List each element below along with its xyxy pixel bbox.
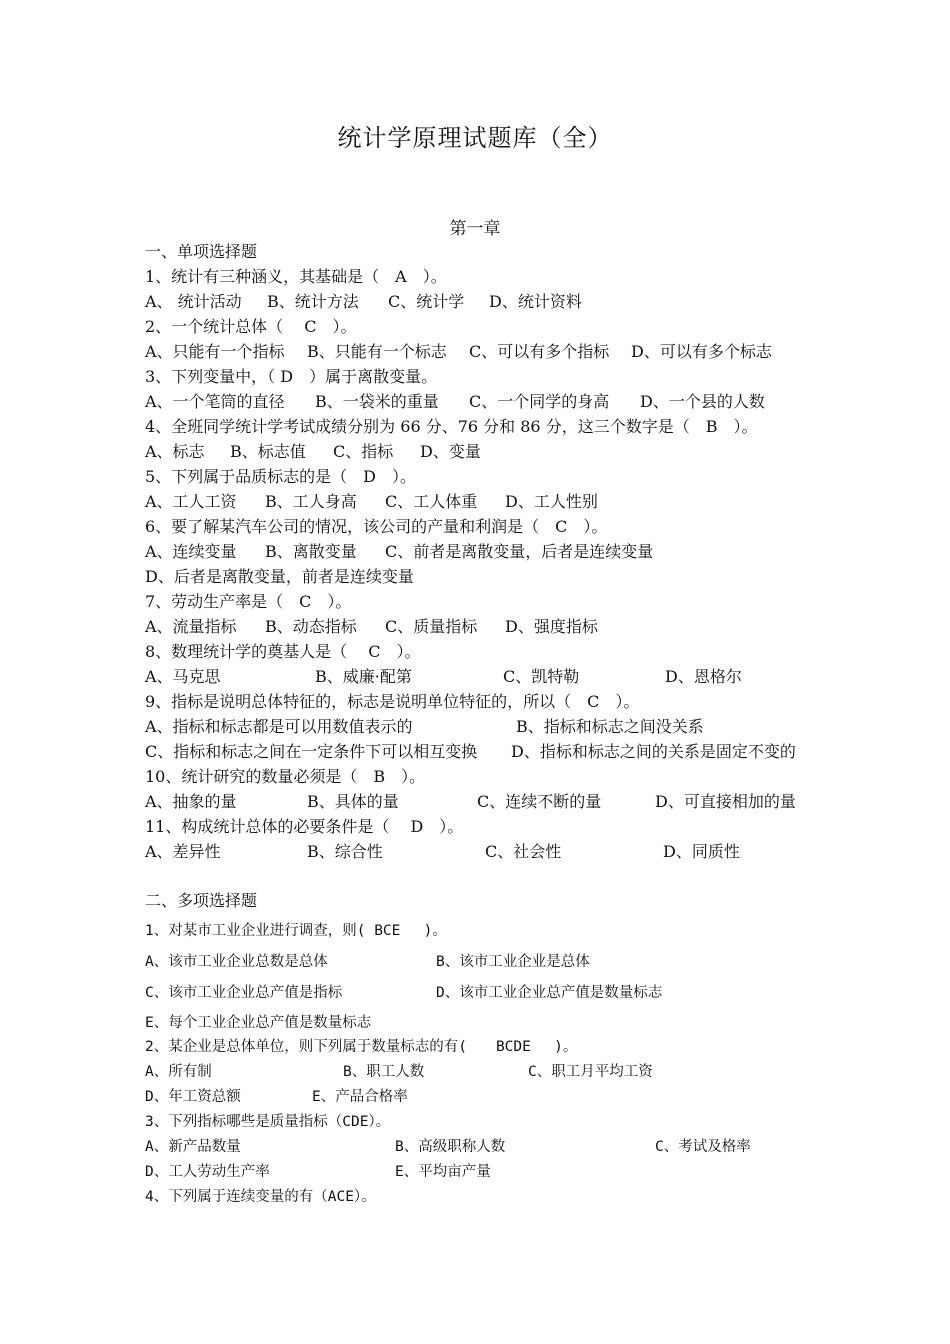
answer-options	[145, 790, 796, 814]
option: D、年工资总额	[145, 1089, 241, 1105]
answer-options	[145, 950, 590, 974]
option: A、马克思	[145, 667, 221, 686]
answer-options	[145, 290, 582, 314]
option: A、所有制	[145, 1064, 212, 1080]
option: C、一个同学的身高	[469, 392, 610, 411]
option: C、可以有多个指标	[469, 342, 610, 361]
option: B、该市工业企业是总体	[436, 954, 590, 970]
option: B、高级职称人数	[395, 1139, 506, 1155]
option: D、工人劳动生产率	[145, 1164, 270, 1180]
answer-option-d: D、后者是离散变量，前者是连续变量	[145, 567, 414, 586]
option: D、强度指标	[505, 617, 598, 636]
option: A、标志	[145, 442, 205, 461]
question-text: 3、下列指标哪些是质量指标（CDE）。	[145, 1114, 391, 1130]
question-text: 7、劳动生产率是（ C ）。	[145, 592, 352, 611]
question-text: 2、一个统计总体（ C ）。	[145, 317, 357, 336]
option: D、指标和标志之间的关系是固定不变的	[511, 742, 796, 761]
answer-options	[145, 715, 704, 739]
option: B、具体的量	[307, 792, 399, 811]
answer-options	[145, 981, 662, 1005]
option: D、工人性别	[505, 492, 598, 511]
answer-options	[145, 340, 772, 364]
option: D、同质性	[663, 842, 740, 861]
answer-options	[145, 1160, 491, 1184]
answer-options	[145, 740, 796, 764]
option: D、一个县的人数	[640, 392, 765, 411]
answer-options	[145, 840, 740, 864]
option: D、统计资料	[489, 292, 582, 311]
section-heading: 二、多项选择题	[145, 891, 258, 910]
option: A、只能有一个指标	[145, 342, 285, 361]
option: E、产品合格率	[312, 1089, 408, 1105]
option: D、该市工业企业总产值是数量标志	[436, 985, 663, 1001]
option: A、抽象的量	[145, 792, 237, 811]
answer-options	[145, 390, 765, 414]
answer-options	[145, 665, 742, 689]
answer-option-e: E、每个工业企业总产值是数量标志	[145, 1015, 372, 1031]
answer-options	[145, 1135, 751, 1159]
option: B、指标和标志之间没关系	[516, 717, 704, 736]
document-title: 统计学原理试题库（全）	[337, 124, 613, 152]
option: D、恩格尔	[665, 667, 742, 686]
option: C、指标	[333, 442, 394, 461]
option: A、差异性	[145, 842, 221, 861]
option: C、连续不断的量	[477, 792, 602, 811]
option: B、一袋米的重量	[315, 392, 439, 411]
question-text: 4、下列属于连续变量的有（ACE）。	[145, 1189, 376, 1205]
question-text: 2、某企业是总体单位，则下列属于数量标志的有( BCDE )。	[145, 1039, 578, 1055]
option: B、动态指标	[265, 617, 357, 636]
option: D、可直接相加的量	[655, 792, 796, 811]
option: A、流量指标	[145, 617, 237, 636]
question-text: 3、下列变量中，（ D ）属于离散变量。	[145, 367, 438, 386]
answer-options	[145, 615, 598, 639]
option: C、指标和标志之间在一定条件下可以相互变换	[145, 742, 478, 761]
option: C、社会性	[485, 842, 562, 861]
question-text: 1、统计有三种涵义，其基础是（ A ）。	[145, 267, 447, 286]
option: B、综合性	[307, 842, 383, 861]
question-text: 11、构成统计总体的必要条件是（ D ）。	[145, 817, 464, 836]
option: E、平均亩产量	[395, 1164, 491, 1180]
question-text: 8、数理统计学的奠基人是（ C ）。	[145, 642, 421, 661]
question-text: 5、下列属于品质标志的是（ D ）。	[145, 467, 417, 486]
answer-options	[145, 1085, 408, 1109]
option: B、离散变量	[265, 542, 357, 561]
option: A、工人工资	[145, 492, 237, 511]
option: B、标志值	[230, 442, 306, 461]
option: B、只能有一个标志	[307, 342, 447, 361]
option: C、考试及格率	[655, 1139, 751, 1155]
option: C、质量指标	[385, 617, 478, 636]
option: A、 统计活动	[145, 292, 242, 311]
question-text: 9、指标是说明总体特征的，标志是说明单位特征的，所以（ C ）。	[145, 692, 640, 711]
option: C、该市工业企业总产值是指标	[145, 985, 343, 1001]
option: B、工人身高	[265, 492, 357, 511]
question-text: 6、要了解某汽车公司的情况，该公司的产量和利润是（ C ）。	[145, 517, 608, 536]
option: B、威廉·配第	[315, 667, 412, 686]
option: A、连续变量	[145, 542, 237, 561]
question-text: 10、统计研究的数量必须是（ B ）。	[145, 767, 426, 786]
option: B、职工人数	[343, 1064, 425, 1080]
option: C、前者是离散变量，后者是连续变量	[385, 542, 654, 561]
question-text: 1、对某市工业企业进行调查，则( BCE )。	[145, 923, 447, 939]
question-text: 4、全班同学统计学考试成绩分别为 66 分、76 分和 86 分，这三个数字是（ B ）。	[145, 417, 758, 436]
option: C、工人体重	[385, 492, 478, 511]
answer-options	[145, 1060, 653, 1084]
option: A、该市工业企业总数是总体	[145, 954, 328, 970]
option: A、一个笔筒的直径	[145, 392, 285, 411]
option: C、统计学	[388, 292, 465, 311]
answer-options	[145, 490, 598, 514]
chapter-heading: 第一章	[449, 219, 501, 239]
option: C、职工月平均工资	[528, 1064, 653, 1080]
option: C、凯特勒	[503, 667, 580, 686]
option: D、可以有多个标志	[631, 342, 772, 361]
section-heading: 一、单项选择题	[145, 242, 258, 261]
answer-options	[145, 440, 481, 464]
option: B、统计方法	[267, 292, 359, 311]
answer-options	[145, 540, 653, 564]
option: D、变量	[420, 442, 481, 461]
option: A、指标和标志都是可以用数值表示的	[145, 717, 413, 736]
option: A、新产品数量	[145, 1139, 241, 1155]
